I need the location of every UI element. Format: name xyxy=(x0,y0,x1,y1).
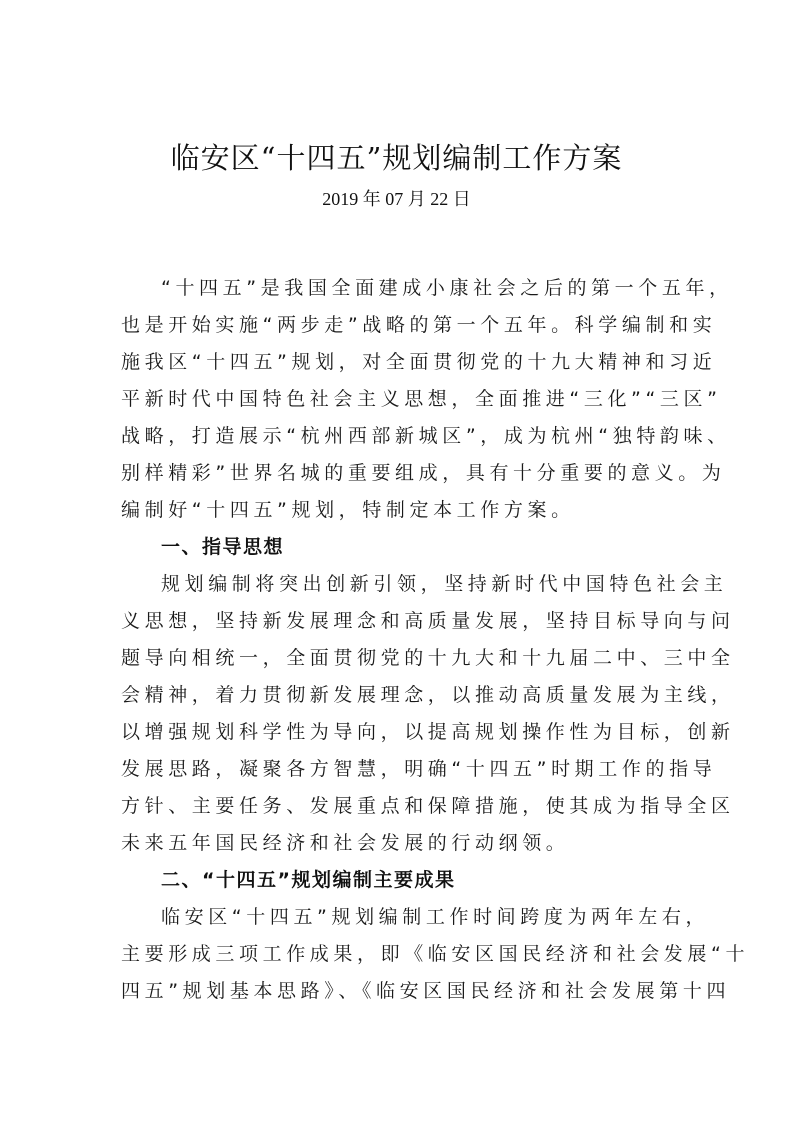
paragraph-line: 平新时代中国特色社会主义思想，全面推进“三化”“三区” xyxy=(121,388,722,410)
paragraph-line: 题导向相统一，全面贯彻党的十九大和十九届二中、三中全 xyxy=(121,647,735,669)
paragraph-line: 发展思路，凝聚各方智慧，明确“十四五”时期工作的指导 xyxy=(121,758,717,780)
paragraph-line: 施我区“十四五”规划，对全面贯彻党的十九大精神和习近 xyxy=(121,351,717,373)
paragraph-line: 未来五年国民经济和社会发展的行动纲领。 xyxy=(121,832,570,854)
paragraph-line: 编制好“十四五”规划，特制定本工作方案。 xyxy=(121,499,575,521)
paragraph-line: “十四五”是我国全面建成小康社会之后的第一个五年， xyxy=(161,277,733,299)
paragraph-line: 也是开始实施“两步走”战略的第一个五年。科学编制和实 xyxy=(121,314,717,336)
paragraph-line: 四五”规划基本思路》、《临安区国民经济和社会发展第十四 xyxy=(121,980,731,1002)
paragraph-line: 以增强规划科学性为导向，以提高规划操作性为目标，创新 xyxy=(121,721,735,743)
paragraph-line: 临安区“十四五”规划编制工作时间跨度为两年左右， xyxy=(161,906,710,928)
paragraph-line: 方针、主要任务、发展重点和保障措施，使其成为指导全区 xyxy=(121,795,735,817)
section-heading-guiding-ideology: 一、指导思想 xyxy=(161,536,285,558)
document-title: 临安区“十四五”规划编制工作方案 xyxy=(170,141,623,175)
paragraph-line: 会精神，着力贯彻新发展理念，以推动高质量发展为主线， xyxy=(121,684,735,706)
paragraph-line: 主要形成三项工作成果，即《临安区国民经济和社会发展“十 xyxy=(121,943,750,965)
paragraph-line: 别样精彩”世界名城的重要组成，具有十分重要的意义。为 xyxy=(121,462,726,484)
document-date: 2019 年 07 月 22 日 xyxy=(322,189,471,209)
document-body xyxy=(121,270,750,1010)
paragraph-line: 义思想，坚持新发展理念和高质量发展，坚持目标导向与问 xyxy=(121,610,735,632)
section-heading-main-outputs: 二、“十四五”规划编制主要成果 xyxy=(161,869,456,891)
paragraph-line: 规划编制将突出创新引领，坚持新时代中国特色社会主 xyxy=(161,573,728,595)
paragraph-line: 战略，打造展示“杭州西部新城区”，成为杭州“独特韵味、 xyxy=(121,425,731,447)
